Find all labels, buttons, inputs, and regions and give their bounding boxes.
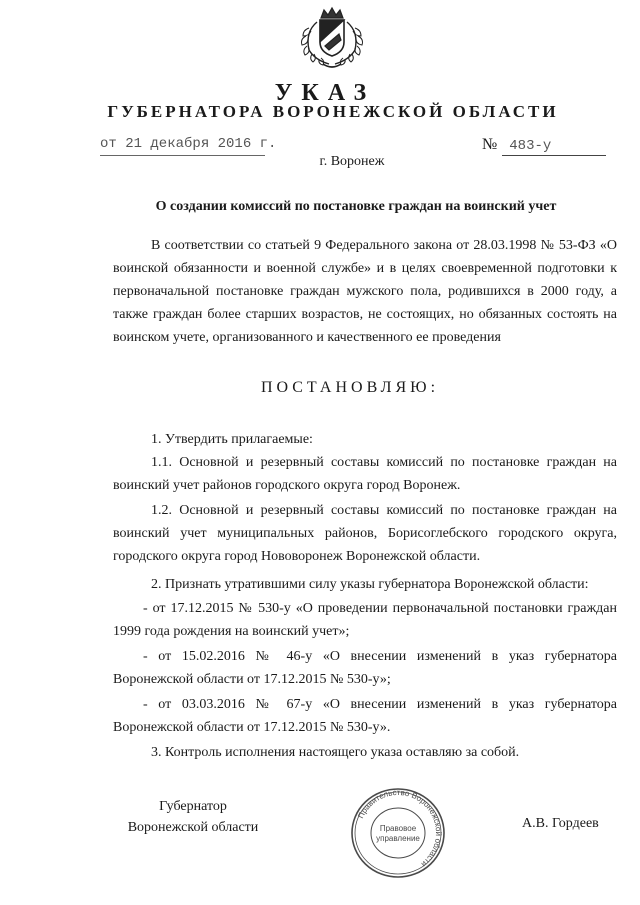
item-1-1 (113, 451, 617, 497)
position-line-2: Воронежской области (127, 820, 259, 835)
decree-word: ПОСТАНОВЛЯЮ: (260, 379, 440, 396)
decree-heading: О создании комиссий по постановке граждан на воинский учет (155, 199, 557, 214)
preamble (113, 234, 617, 349)
decree-date-text: от 21 декабря 2016 г. (100, 136, 277, 152)
signatory-position (108, 796, 278, 838)
stamp-center-line-2: управление (376, 834, 420, 843)
decree-number (482, 136, 606, 154)
stamp-center-line-1: Правовое (379, 824, 417, 833)
item-1-2-text: 1.2. Основной и резервный составы комиссий по постановке граждан на воинский учет муниципальных районов, Борисоглебского городского округа, городского округа город Нововоронеж Воронежской области. (113, 503, 617, 564)
item-2-b (113, 645, 617, 691)
document-title: УКАЗ (274, 80, 376, 106)
item-1-2 (113, 499, 617, 568)
official-stamp (343, 787, 453, 879)
coat-of-arms-icon (295, 6, 369, 72)
item-2-a (113, 597, 617, 643)
position-line-1: Губернатор (159, 799, 227, 814)
item-2-a-text: - от 17.12.2015 № 530-у «О проведении первоначальной постановки граждан 1999 года рождения на воинский учет»; (113, 601, 617, 639)
item-2: 2. Признать утратившими силу указы губернатора Воронежской области: (151, 577, 589, 592)
item-3: 3. Контроль исполнения настоящего указа оставляю за собой. (151, 745, 520, 760)
number-label: № (482, 136, 498, 153)
number-value: 483-у (509, 138, 552, 154)
item-2-c (113, 693, 617, 739)
decree-date (100, 136, 276, 152)
item-2-c-text: - от 03.03.2016 № 67-у «О внесении изменений в указ губернатора Воронежской области от 17.12.2015 № 530-у». (113, 697, 617, 735)
preamble-text: В соответствии со статьей 9 Федерального закона от 28.03.1998 № 53-ФЗ «О воинской обязанности и военной службе» и в целях своевременной подготовки к первоначальной постановке граждан мужского пола, родившихся в 2000 году, а также граждан более старших возрастов, не состоящих, но обязанных состоять на воинском учете, организованного и качественного ее проведения (113, 238, 617, 345)
signatory-name: А.В. Гордеев (522, 816, 599, 831)
item-1-1-text: 1.1. Основной и резервный составы комиссий по постановке граждан на воинский учет районов городского округа город Воронеж. (113, 455, 617, 493)
city: г. Воронеж (319, 154, 385, 169)
item-2-b-text: - от 15.02.2016 № 46-у «О внесении изменений в указ губернатора Воронежской области от 17.12.2015 № 530-у»; (113, 649, 617, 687)
stamp-ring-text: Правительство Воронежской области (356, 787, 444, 869)
item-1: 1. Утвердить прилагаемые: (151, 432, 313, 447)
document-subtitle: ГУБЕРНАТОРА ВОРОНЕЖСКОЙ ОБЛАСТИ (107, 102, 559, 121)
